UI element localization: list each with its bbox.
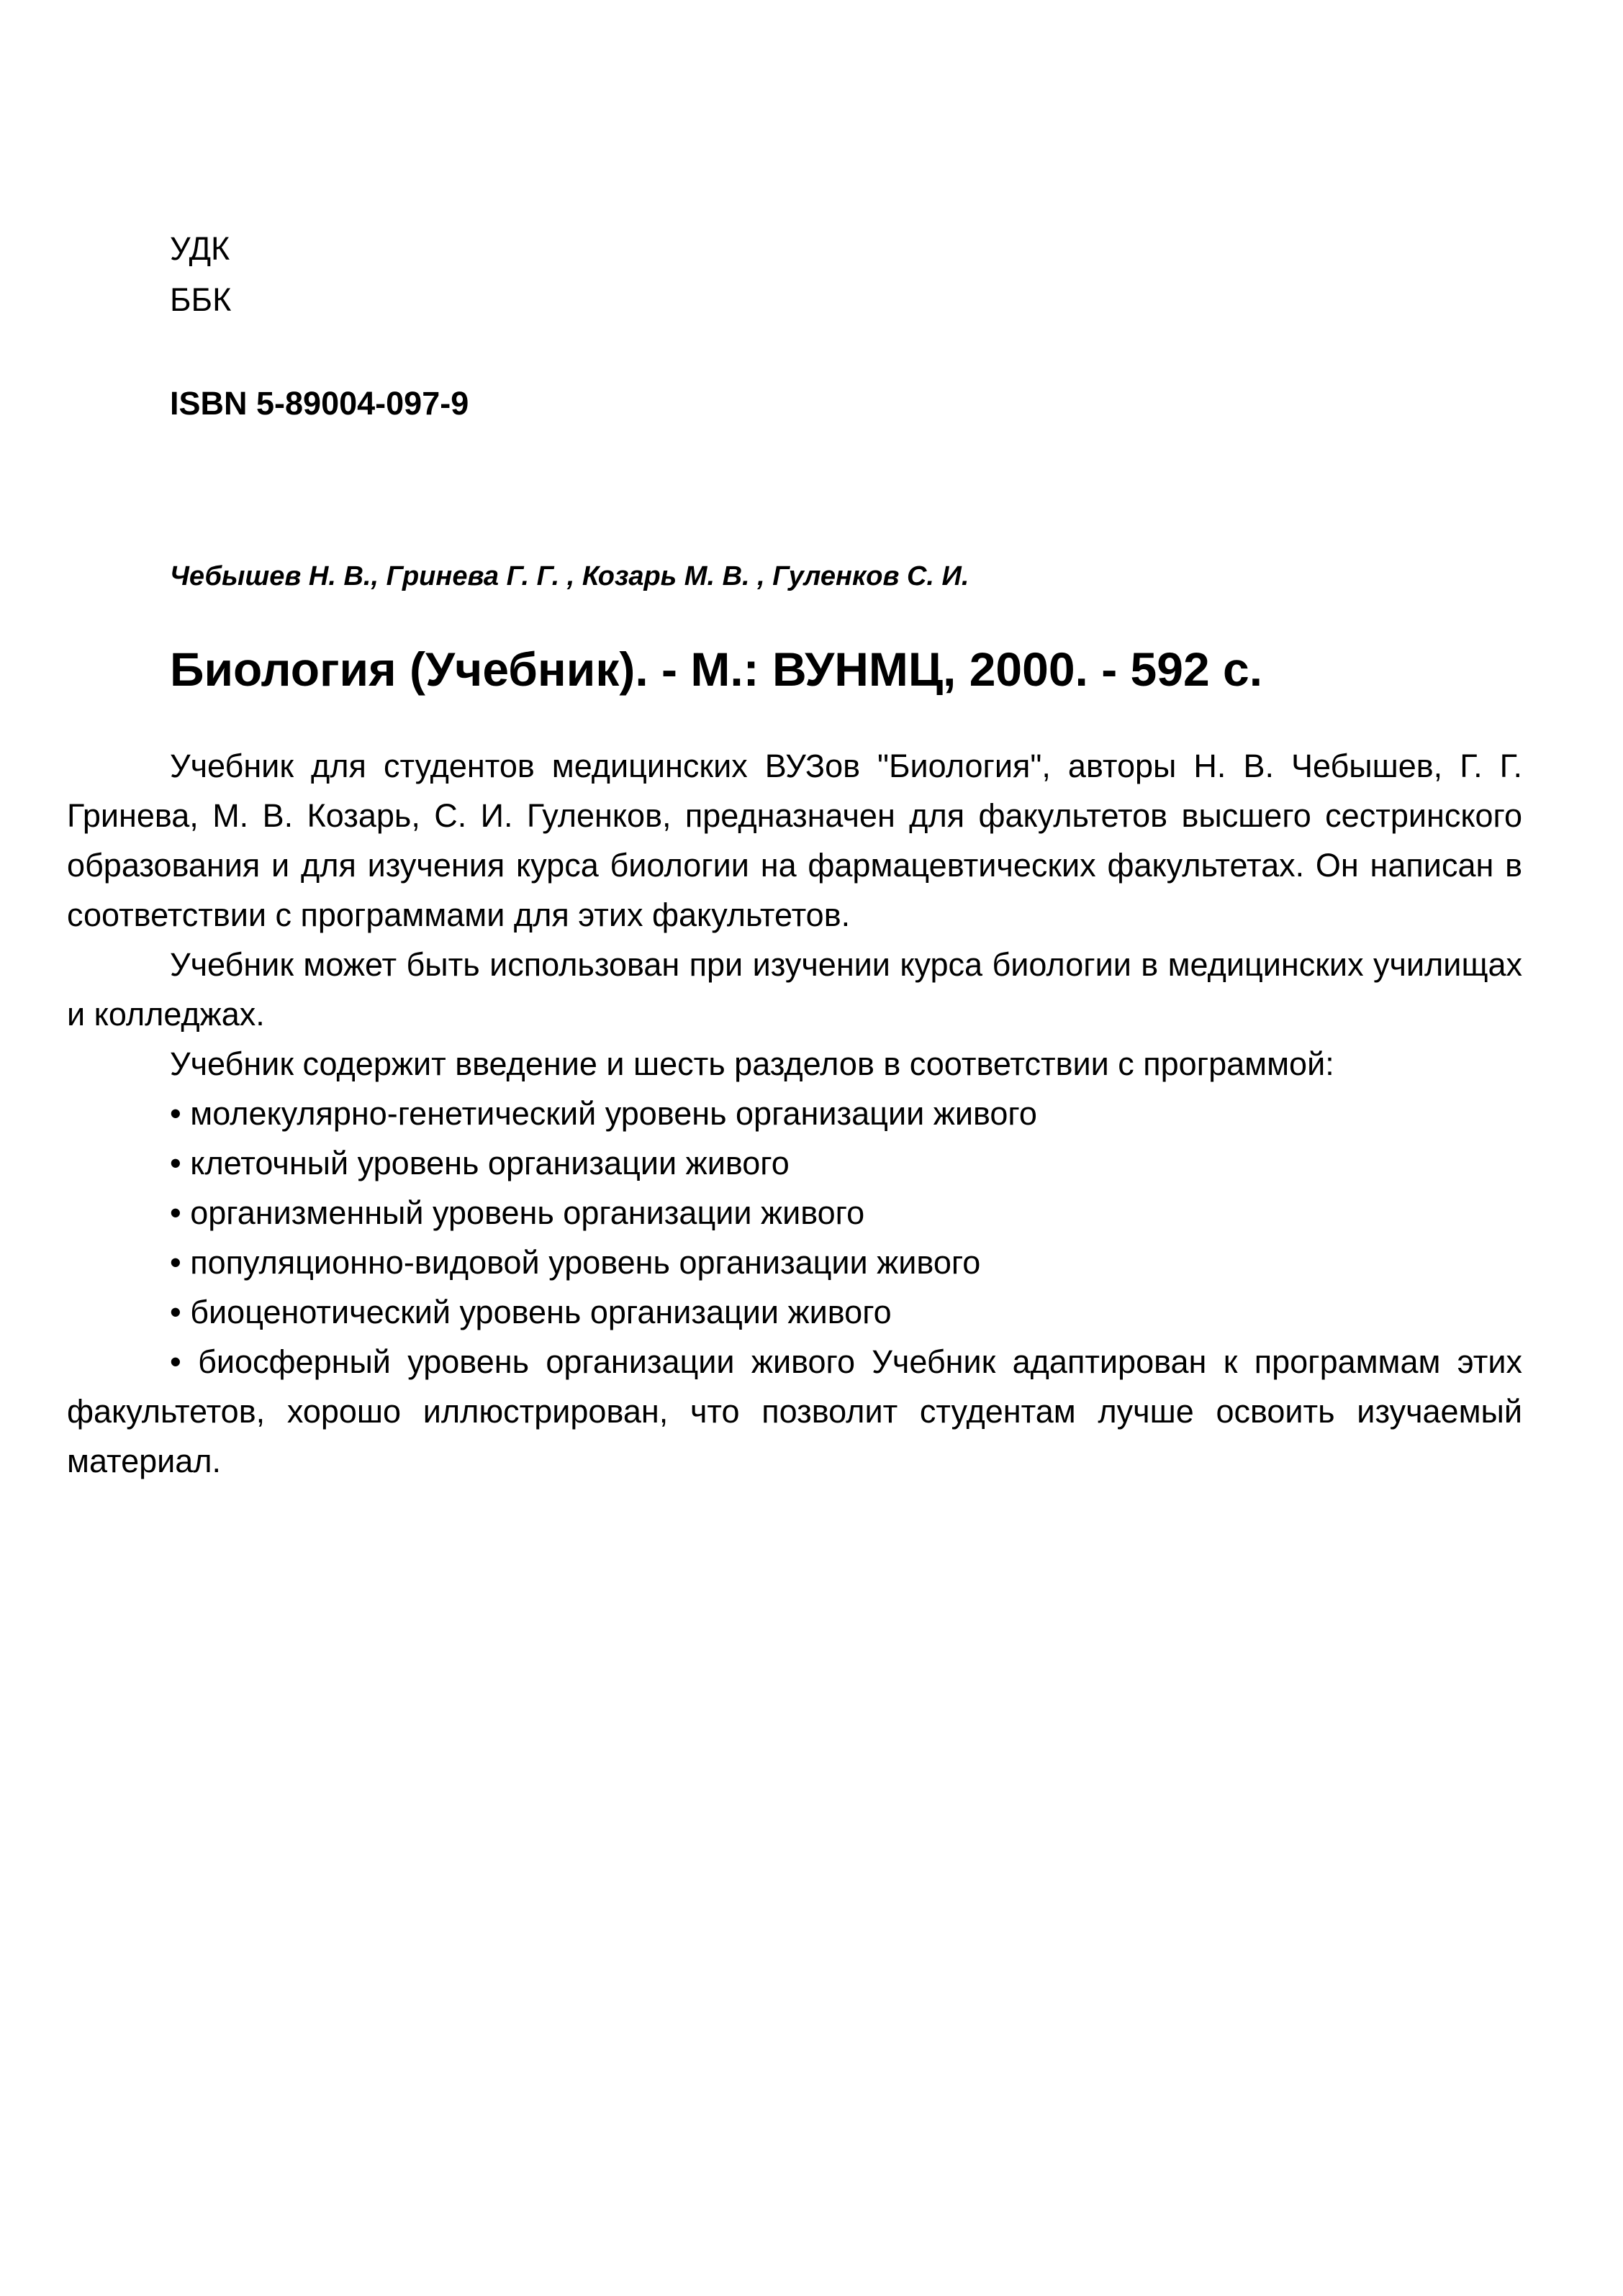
authors-line: Чебышев Н. В., Гринева Г. Г. , Козарь М. В. , Гуленков С. И. — [170, 561, 969, 591]
section-list-item: • организменный уровень организации живого — [170, 1194, 865, 1231]
annotation-paragraph-3: Учебник содержит введение и шесть разделов в соответствии с программой: — [170, 1045, 1334, 1082]
annotation-paragraph-1: Учебник для студентов медицинских ВУЗов "Биология", авторы Н. В. Чебышев, Г. Г. Гринева, М. В. Козарь, С. И. Гуленков, предназначен для факультетов высшего сестринского образования и для изучения курса биологии на фармацевтических факультетах. Он написан в соответствии с программами для этих факультетов. — [67, 748, 1522, 933]
udk-label: УДК — [170, 230, 230, 267]
bbk-label: ББК — [170, 281, 232, 318]
annotation-body — [67, 741, 1522, 1486]
annotation-paragraph-2: Учебник может быть использован при изучении курса биологии в медицинских училищах и колледжах. — [67, 946, 1522, 1033]
section-list-item: • клеточный уровень организации живого — [170, 1145, 790, 1181]
section-list-item: • популяционно-видовой уровень организации живого — [170, 1244, 981, 1281]
isbn-number: ISBN 5-89004-097-9 — [170, 385, 469, 422]
book-title: Биология (Учебник). - М.: ВУНМЦ, 2000. - 592 с. — [170, 643, 1263, 696]
section-list-item-last: • биосферный уровень организации живого Учебник адаптирован к программам этих факультетов, хорошо иллюстрирован, что позволит студентам лучше освоить изучаемый материал. — [67, 1343, 1522, 1479]
section-list-item: • биоценотический уровень организации живого — [170, 1294, 892, 1330]
section-list-item: • молекулярно-генетический уровень организации живого — [170, 1095, 1037, 1132]
